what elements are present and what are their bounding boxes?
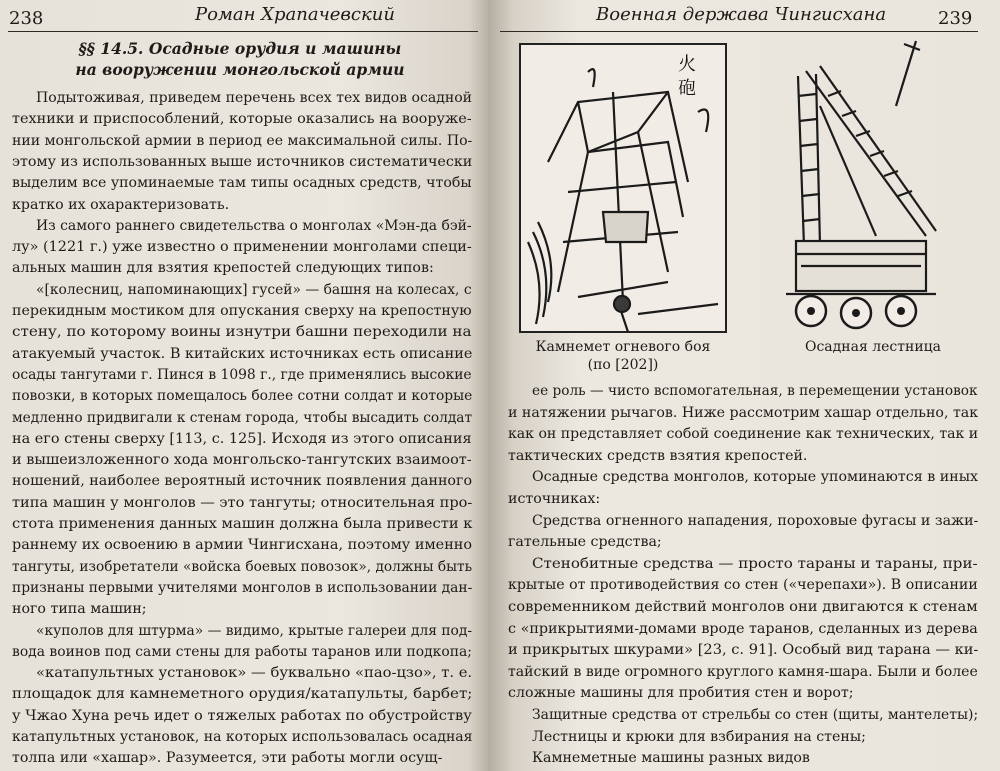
text-line: атакуемый участок. В китайских источниках есть описание	[12, 345, 473, 362]
text-line: источниках:	[508, 491, 601, 507]
text-line: современником действий монголов они двигаются к стенам	[508, 599, 978, 615]
text-line: вода воинов под сами стены для работы таранов или подкопа;	[12, 643, 472, 660]
text-line: техники и приспособлений, которые оказались на вооруже-	[12, 111, 472, 128]
text-line: ее роль — чисто вспомогательная, в перемещении установок	[532, 383, 978, 399]
text-line: ного типа машин;	[12, 601, 147, 618]
text-line: и натяжении рычагов. Ниже рассмотрим хашар отдельно, так	[508, 404, 979, 421]
text-line: ношений, наиболее вероятный источник появления данного	[12, 473, 473, 490]
figure-caption: Осадная лестница	[804, 339, 942, 355]
text-line: как он представляет собой соединение как технических, так и	[508, 426, 979, 443]
chinese-glyph: 砲	[678, 78, 696, 99]
page-number: 238	[9, 8, 44, 29]
text-line: тангуты, изобретатели «войска боевых повозок», должны быть	[12, 558, 473, 575]
text-line: осады тангутами г. Пинся в 1098 г., где применялись высокие	[12, 366, 472, 383]
text-line: этому из использованных выше источников систематически	[12, 153, 473, 170]
left-page	[0, 0, 488, 771]
siege-ladder-illustration	[776, 36, 956, 331]
running-head: Военная держава Чингисхана	[596, 4, 887, 25]
header-rule	[500, 31, 978, 32]
running-head: Роман Храпачевский	[195, 4, 395, 25]
text-line: тактических средств взятия крепостей.	[508, 447, 808, 464]
text-line: Из самого раннего свидетельства о монголах «Мэн-да бэй-	[36, 217, 472, 234]
text-line: катапультных установок, на которых использовалась осадная	[12, 729, 473, 745]
text-line: сложные машины для пробития стен и ворот;	[508, 685, 854, 702]
figure-caption: Камнемет огневого боя	[535, 339, 711, 355]
text-line: с «прикрытиями-домами вроде таранов, сделанных из дерева	[508, 620, 978, 637]
text-line: Осадные средства монголов, которые упоминаются в иных	[532, 469, 979, 486]
text-line: стота применения данных машин должна была привести к	[12, 516, 473, 532]
text-line: толпа или «хашар». Разумеется, эти работы могли осущ-	[12, 750, 443, 767]
text-line: нии монгольской армии в период ее максимальной силы. По-	[12, 132, 473, 149]
text-line: Лестницы и крюки для взбирания на стены;	[532, 728, 866, 745]
text-line: Защитные средства от стрельбы со стен (щиты, мантелеты);	[532, 707, 979, 723]
text-line: Стенобитные средства — просто тараны и тараны, при-	[532, 555, 978, 572]
text-line: признаны первыми учителями монголов в использовании дан-	[12, 579, 473, 596]
text-line: у Чжао Хуна речь идет о тяжелых работах по обустройству	[12, 707, 472, 724]
text-line: «катапультных установок» — буквально «пао-цзо», т. е.	[36, 665, 473, 682]
text-line: «[колесниц, напоминающих] гусей» — башня на колесах, с	[36, 281, 472, 298]
text-line: лу» (1221 г.) уже известно о применении монголами специ-	[12, 239, 472, 256]
right-page	[488, 0, 1000, 771]
text-line: стену, по которому воины изнутри башни переходили на	[12, 324, 472, 341]
text-line: тайский в виде огромного круглого камня-шара. Были и более	[508, 663, 978, 680]
text-line: и прикрытых шкурами» [23, с. 91]. Особый вид тарана — ки-	[508, 642, 979, 659]
text-line: раннему их освоению в армии Чингисхана, поэтому именно	[12, 537, 473, 554]
text-line: и вышеизложенного хода монгольско-тангутских взаимоот-	[12, 452, 472, 469]
chinese-glyph: 火	[678, 54, 696, 75]
text-line: перекидным мостиком для опускания сверху на крепостную	[12, 303, 472, 319]
text-line: «куполов для штурма» — видимо, крытые галереи для под-	[36, 622, 473, 639]
text-line: гательные средства;	[508, 534, 662, 551]
section-heading-line: на вооружении монгольской армии	[75, 60, 405, 79]
text-line: медленно придвигали к стенам города, чтобы высадить солдат	[12, 409, 473, 426]
text-line: типа машин у монголов — это тангуты; относительная про-	[12, 494, 473, 511]
text-line: Камнеметные машины разных видов	[532, 750, 810, 767]
section-heading-line: §§ 14.5. Осадные орудия и машины	[78, 39, 402, 58]
text-line: альных машин для взятия крепостей следующих типов:	[12, 260, 434, 277]
text-line: Средства огненного нападения, пороховые фугасы и зажи-	[532, 512, 979, 529]
text-line: на его стены сверху [113, с. 125]. Исходя из этого описания	[12, 430, 472, 447]
header-rule	[8, 31, 478, 32]
page-number: 239	[938, 8, 973, 29]
text-line: Подытоживая, приведем перечень всех тех видов осадной	[36, 90, 473, 106]
text-line: повозки, в которых помещалось более сотни солдат и которые	[12, 388, 473, 405]
text-line: крытые от противодействия со стен («черепахи»). В описании	[508, 577, 978, 594]
fire-catapult-illustration	[518, 42, 728, 334]
figure-caption: (по [202])	[587, 357, 659, 373]
text-line: площадок для камнеметного орудия/катапульты, барбет;	[12, 686, 473, 703]
text-line: кратко их охарактеризовать.	[12, 196, 230, 213]
text-line: выделим все упоминаемые там типы осадных средств, чтобы	[12, 175, 472, 192]
